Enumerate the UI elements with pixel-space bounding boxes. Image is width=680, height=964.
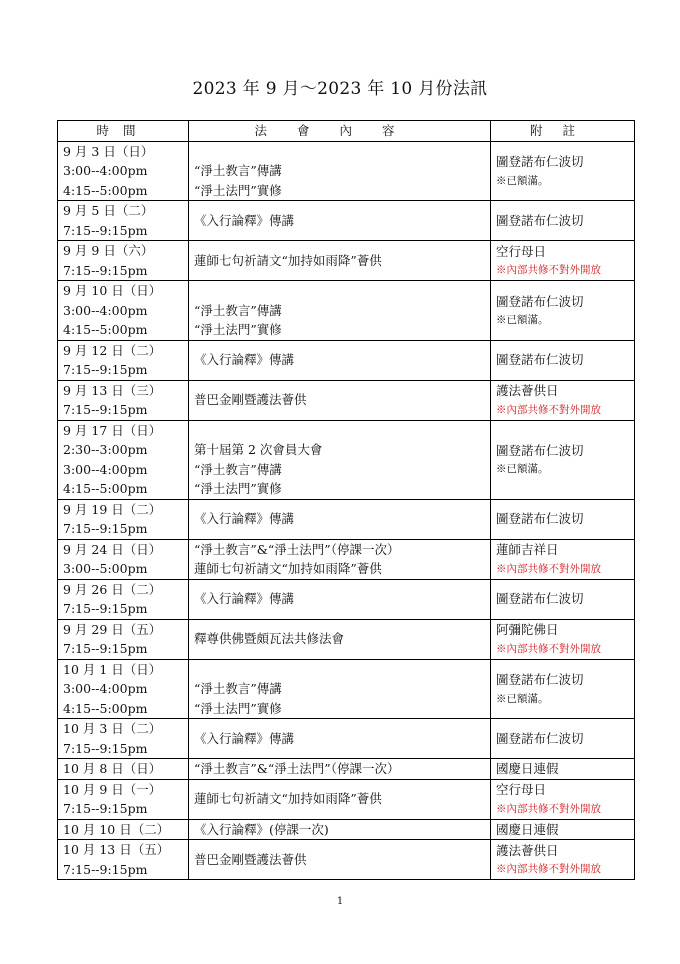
time-line: 9 月 13 日（三） — [63, 382, 162, 398]
time-cell — [58, 819, 189, 840]
time-cell — [58, 340, 189, 380]
remark-text: 圖登諾布仁波切 — [496, 442, 584, 458]
remark-text: 圖登諾布仁波切 — [496, 511, 584, 527]
content-line: “淨土教言”傳講 — [194, 302, 282, 318]
internal-only-note: ※內部共修不對外開放 — [496, 802, 601, 815]
content-line: 《入行論釋》傳講 — [194, 352, 295, 368]
remark-cell — [491, 499, 635, 539]
time-line: 9 月 19 日（二） — [63, 501, 162, 517]
remark-cell — [491, 241, 635, 281]
time-cell — [58, 759, 189, 780]
content-cell — [189, 579, 491, 619]
remark-text: 圖登諾布仁波切 — [496, 212, 584, 228]
time-line: 3:00--4:00pm — [63, 461, 148, 477]
table-header-row — [58, 121, 635, 142]
remark-cell — [491, 719, 635, 759]
time-cell — [58, 659, 189, 719]
remark-cell — [491, 201, 635, 241]
time-line: 9 月 29 日（五） — [63, 621, 162, 637]
time-line: 9 月 3 日（日） — [63, 143, 154, 159]
internal-only-note: ※內部共修不對外開放 — [496, 562, 601, 575]
table-row — [58, 241, 635, 281]
remark-cell — [491, 340, 635, 380]
remark-cell — [491, 759, 635, 780]
full-note: ※已額滿。 — [496, 463, 549, 476]
header-time: 時間 — [58, 121, 189, 142]
remark-cell — [491, 281, 635, 341]
remark-text: 護法薈供日 — [496, 842, 559, 858]
remark-cell — [491, 380, 635, 420]
time-line: 10 月 3 日（二） — [63, 721, 162, 736]
content-line: “淨土教言”&“淨土法門”（停課一次） — [194, 761, 400, 776]
content-line: “淨土法門”實修 — [194, 481, 282, 496]
time-cell — [58, 499, 189, 539]
time-line: 9 月 5 日（二） — [63, 203, 154, 218]
time-line: 7:15--9:15pm — [63, 521, 148, 536]
table-row — [58, 201, 635, 241]
remark-cell — [491, 819, 635, 840]
remark-cell — [491, 539, 635, 579]
internal-only-note: ※內部共修不對外開放 — [496, 264, 601, 277]
time-line: 7:15--9:15pm — [63, 262, 148, 278]
time-line: 4:15--5:00pm — [63, 322, 148, 337]
content-line: 普巴金剛暨護法薈供 — [194, 392, 307, 408]
content-cell — [189, 340, 491, 380]
remark-text: 蓮師吉祥日 — [496, 542, 559, 558]
table-row — [58, 579, 635, 619]
remark-text: 圖登諾布仁波切 — [496, 591, 584, 607]
content-cell — [189, 499, 491, 539]
table-row — [58, 380, 635, 420]
full-note: ※已額滿。 — [496, 174, 549, 187]
time-line: 7:15--9:15pm — [63, 601, 148, 616]
time-line: 10 月 9 日（一） — [63, 781, 162, 797]
time-cell — [58, 779, 189, 819]
time-cell — [58, 719, 189, 759]
time-line: 7:15--9:15pm — [63, 402, 148, 417]
content-line: 《入行論釋》傳講 — [194, 511, 295, 527]
page-number: 1 — [336, 896, 344, 907]
time-line: 3:00--4:00pm — [63, 302, 148, 318]
content-line: 《入行論釋》傳講 — [194, 212, 295, 228]
table-row — [58, 840, 635, 880]
content-cell — [189, 759, 491, 780]
time-line: 2:30--3:00pm — [63, 442, 148, 457]
remark-text: 阿彌陀佛日 — [496, 622, 559, 638]
content-line: 《入行論釋》傳講 — [194, 591, 295, 607]
time-line: 7:15--9:15pm — [63, 362, 148, 377]
time-line: 9 月 24 日（日） — [63, 541, 162, 557]
content-line: “淨土法門”實修 — [194, 700, 282, 716]
time-line: 7:15--9:15pm — [63, 641, 148, 656]
time-cell — [58, 241, 189, 281]
remark-text: 空行母日 — [496, 243, 547, 259]
remark-cell — [491, 141, 635, 201]
content-line: 釋尊供佛暨頗瓦法共修法會 — [194, 631, 345, 647]
content-cell — [189, 840, 491, 880]
remark-text: 圖登諾布仁波切 — [496, 352, 584, 368]
content-line: “淨土法門”實修 — [194, 182, 282, 198]
content-line: “淨土教言”傳講 — [194, 163, 282, 178]
internal-only-note: ※內部共修不對外開放 — [496, 642, 601, 655]
table-row — [58, 141, 635, 201]
content-cell — [189, 719, 491, 759]
remark-cell — [491, 420, 635, 499]
time-line: 10 月 10 日（二） — [63, 821, 170, 837]
time-cell — [58, 579, 189, 619]
content-line: “淨土教言”&“淨土法門”（停課一次） — [194, 541, 400, 557]
content-cell — [189, 201, 491, 241]
time-line: 3:00--4:00pm — [63, 163, 148, 178]
content-line — [194, 660, 485, 680]
content-line — [194, 421, 485, 441]
remark-cell — [491, 840, 635, 880]
time-line: 3:00--5:00pm — [63, 561, 148, 576]
content-line: 《入行論釋》(停課一次) — [194, 821, 329, 837]
table-row — [58, 719, 635, 759]
content-cell — [189, 779, 491, 819]
remark-text: 圖登諾布仁波切 — [496, 672, 584, 687]
table-row — [58, 759, 635, 780]
schedule-body — [58, 141, 635, 880]
content-cell — [189, 281, 491, 341]
time-line: 4:15--5:00pm — [63, 700, 148, 716]
remark-text: 國慶日連假 — [496, 761, 559, 776]
table-row — [58, 619, 635, 659]
content-line: 第十屆第 2 次會員大會 — [194, 442, 323, 457]
content-cell — [189, 420, 491, 499]
remark-cell — [491, 579, 635, 619]
table-row — [58, 281, 635, 341]
content-cell — [189, 619, 491, 659]
content-line: 蓮師七句祈請文“加持如雨降”薈供 — [194, 252, 382, 268]
header-content: 法會內容 — [189, 121, 491, 142]
table-row — [58, 420, 635, 499]
time-cell — [58, 380, 189, 420]
time-line: 4:15--5:00pm — [63, 481, 148, 496]
content-cell — [189, 819, 491, 840]
time-line: 7:15--9:15pm — [63, 801, 148, 816]
page-title: 2023 年 9 月～2023 年 10 月份法訊 — [192, 79, 488, 99]
table-row — [58, 499, 635, 539]
remark-text: 護法薈供日 — [496, 383, 559, 399]
table-row — [58, 779, 635, 819]
time-cell — [58, 201, 189, 241]
table-row — [58, 819, 635, 840]
header-remark: 附註 — [491, 121, 635, 142]
time-cell — [58, 141, 189, 201]
remark-cell — [491, 659, 635, 719]
remark-cell — [491, 779, 635, 819]
schedule-table — [57, 120, 635, 880]
time-line: 10 月 13 日（五） — [63, 842, 170, 857]
time-line: 9 月 17 日（日） — [63, 422, 162, 438]
content-line — [194, 142, 485, 162]
time-line: 3:00--4:00pm — [63, 681, 148, 696]
time-line: 7:15--9:15pm — [63, 740, 148, 756]
time-line: 9 月 26 日（二） — [63, 581, 162, 597]
time-line: 7:15--9:15pm — [63, 222, 148, 238]
internal-only-note: ※內部共修不對外開放 — [496, 863, 601, 876]
time-cell — [58, 281, 189, 341]
time-line: 7:15--9:15pm — [63, 861, 148, 877]
table-row — [58, 539, 635, 579]
full-note: ※已額滿。 — [496, 314, 549, 326]
time-cell — [58, 420, 189, 499]
content-cell — [189, 141, 491, 201]
full-note: ※已額滿。 — [496, 692, 549, 705]
content-line — [194, 281, 485, 301]
time-cell — [58, 619, 189, 659]
time-line: 9 月 10 日（日） — [63, 283, 162, 298]
content-line: 蓮師七句祈請文“加持如雨降”薈供 — [194, 791, 382, 807]
time-line: 10 月 1 日（日） — [63, 661, 162, 677]
content-cell — [189, 380, 491, 420]
time-cell — [58, 840, 189, 880]
content-line: 《入行論釋》傳講 — [194, 730, 295, 746]
remark-text: 空行母日 — [496, 782, 547, 798]
content-cell — [189, 659, 491, 719]
content-line: “淨土教言”傳講 — [194, 681, 282, 696]
content-cell — [189, 241, 491, 281]
remark-cell — [491, 619, 635, 659]
content-line: 普巴金剛暨護法薈供 — [194, 851, 307, 867]
remark-text: 圖登諾布仁波切 — [496, 154, 584, 169]
remark-text: 圖登諾布仁波切 — [496, 293, 584, 309]
table-row — [58, 659, 635, 719]
remark-text: 圖登諾布仁波切 — [496, 730, 584, 746]
content-line: 蓮師七句祈請文“加持如雨降”薈供 — [194, 561, 382, 576]
internal-only-note: ※內部共修不對外開放 — [496, 403, 601, 416]
remark-text: 國慶日連假 — [496, 821, 559, 837]
time-line: 4:15--5:00pm — [63, 182, 148, 198]
content-line: “淨土教言”傳講 — [194, 461, 282, 477]
table-row — [58, 340, 635, 380]
time-line: 9 月 9 日（六） — [63, 243, 154, 258]
content-line: “淨土法門”實修 — [194, 322, 282, 337]
time-line: 9 月 12 日（二） — [63, 342, 162, 358]
time-line: 10 月 8 日（日） — [63, 761, 162, 776]
content-cell — [189, 539, 491, 579]
time-cell — [58, 539, 189, 579]
